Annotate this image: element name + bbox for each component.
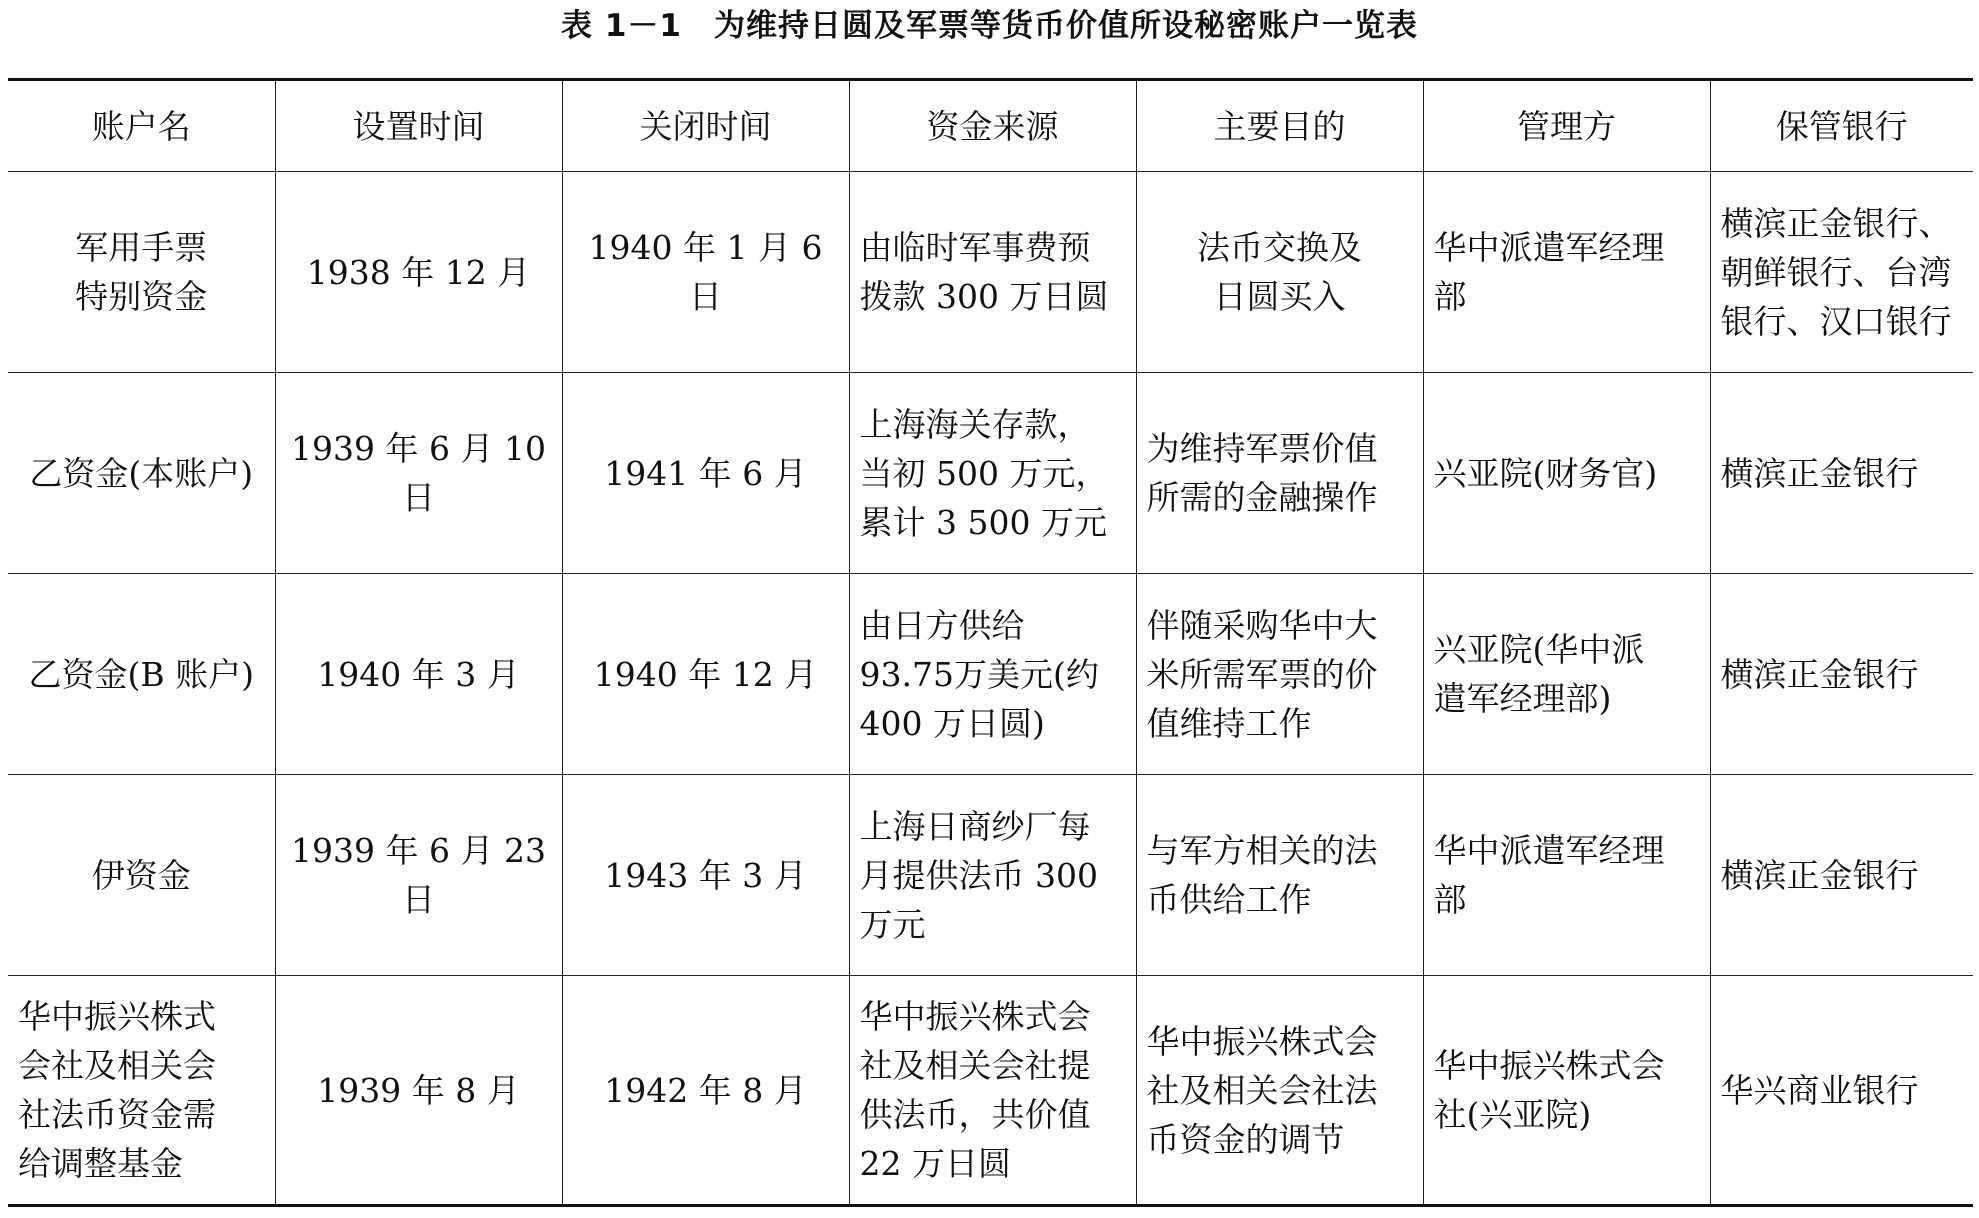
table-row <box>8 172 1973 373</box>
cell-line: 给调整基金 <box>18 1144 183 1183</box>
cell-line: 与军方相关的法 <box>1146 831 1378 870</box>
cell-line: 社法币资金需 <box>18 1095 216 1134</box>
cell-line: 兴亚院(华中派 <box>1433 630 1645 669</box>
cell-line: 横滨正金银行 <box>1720 654 1919 694</box>
cell-line: 币资金的调节 <box>1146 1119 1345 1159</box>
cell-line: 由临时军事费预 <box>859 228 1091 267</box>
cell-line: 上海日商纱厂每 <box>859 806 1091 846</box>
cell-line: 累计 3 500 万元 <box>859 502 1107 542</box>
cell-source <box>849 172 1136 373</box>
cell-opened: 1939 年 6 月 23 日 <box>275 775 562 976</box>
cell-purpose <box>1136 574 1423 775</box>
column-header-bank: 保管银行 <box>1710 80 1973 172</box>
cell-line: 华中振兴株式会 <box>1433 1046 1665 1085</box>
cell-opened: 1940 年 3 月 <box>275 574 562 775</box>
cell-opened: 1938 年 12 月 <box>275 172 562 373</box>
cell-account-name <box>8 373 275 574</box>
cell-closed: 1940 年 1 月 6 日 <box>562 172 849 373</box>
cell-line: 华中振兴株式会 <box>859 997 1091 1036</box>
cell-source <box>849 574 1136 775</box>
cell-opened: 1939 年 6 月 10 日 <box>275 373 562 574</box>
cell-line: 社(兴亚院) <box>1433 1095 1592 1134</box>
cell-purpose <box>1136 976 1423 1206</box>
cell-line: 所需的金融操作 <box>1146 478 1378 517</box>
cell-line: 横滨正金银行 <box>1720 855 1919 895</box>
cell-manager <box>1423 172 1710 373</box>
cell-line: 朝鲜银行、台湾 <box>1720 252 1952 292</box>
cell-line: 米所需军票的价 <box>1146 654 1378 694</box>
column-header-account-name: 账户名 <box>8 80 275 172</box>
cell-line: 伊资金 <box>91 855 191 895</box>
cell-line: 当初 500 万元， <box>859 453 1109 493</box>
cell-line: 22 万日圆 <box>859 1144 1011 1183</box>
cell-line: 乙资金(本账户) <box>29 453 254 493</box>
column-header-purpose: 主要目的 <box>1136 80 1423 172</box>
header-row <box>8 80 1973 172</box>
cell-account-name <box>8 976 275 1206</box>
cell-line: 华兴商业银行 <box>1720 1070 1919 1110</box>
cell-line: 特别资金 <box>75 277 208 316</box>
cell-line: 部 <box>1433 880 1467 919</box>
cell-line: 93.75万美元(约 <box>859 654 1099 694</box>
cell-line: 万元 <box>859 904 926 944</box>
table-title: 表 1－1 为维持日圆及军票等货币价值所设秘密账户一览表 <box>561 8 1418 44</box>
cell-line: 供法币，共价值 <box>859 1095 1091 1134</box>
cell-purpose <box>1136 172 1423 373</box>
cell-account-name <box>8 172 275 373</box>
cell-source <box>849 373 1136 574</box>
cell-line: 银行、汉口银行 <box>1720 301 1952 341</box>
column-header-closed: 关闭时间 <box>562 80 849 172</box>
cell-manager <box>1423 574 1710 775</box>
cell-line: 华中派遣军经理 <box>1433 831 1665 870</box>
cell-closed: 1943 年 3 月 <box>562 775 849 976</box>
cell-line: 遣军经理部) <box>1433 679 1612 718</box>
table-row <box>8 574 1973 775</box>
cell-line: 为维持军票价值 <box>1146 429 1378 468</box>
cell-account-name <box>8 574 275 775</box>
cell-source <box>849 976 1136 1206</box>
cell-bank <box>1710 976 1973 1206</box>
cell-opened: 1939 年 8 月 <box>275 976 562 1206</box>
cell-manager <box>1423 976 1710 1206</box>
cell-line: 兴亚院(财务官) <box>1433 453 1658 493</box>
cell-line: 会社及相关会 <box>18 1046 216 1085</box>
cell-bank <box>1710 172 1973 373</box>
cell-closed: 1942 年 8 月 <box>562 976 849 1206</box>
cell-line: 月提供法币 300 <box>859 855 1098 895</box>
cell-line: 上海海关存款， <box>859 404 1091 444</box>
cell-line: 华中振兴株式会 <box>1146 1021 1378 1061</box>
cell-bank <box>1710 373 1973 574</box>
column-header-manager: 管理方 <box>1423 80 1710 172</box>
table-row <box>8 976 1973 1206</box>
cell-line: 币供给工作 <box>1146 880 1312 919</box>
cell-account-name <box>8 775 275 976</box>
cell-line: 华中派遣军经理 <box>1433 228 1665 267</box>
column-header-opened: 设置时间 <box>275 80 562 172</box>
cell-line: 部 <box>1433 277 1467 316</box>
column-header-source: 资金来源 <box>849 80 1136 172</box>
cell-line: 横滨正金银行、 <box>1720 203 1952 243</box>
cell-line: 横滨正金银行 <box>1720 453 1919 493</box>
table-row <box>8 373 1973 574</box>
cell-line: 华中振兴株式 <box>18 997 216 1036</box>
cell-manager <box>1423 373 1710 574</box>
cell-manager <box>1423 775 1710 976</box>
cell-line: 由日方供给 <box>859 605 1025 645</box>
cell-line: 400 万日圆) <box>859 703 1045 743</box>
cell-line: 乙资金(B 账户) <box>28 654 254 694</box>
accounts-table <box>8 78 1973 1207</box>
cell-line: 军用手票 <box>75 228 208 267</box>
table-row <box>8 775 1973 976</box>
cell-purpose <box>1136 373 1423 574</box>
cell-source <box>849 775 1136 976</box>
cell-bank <box>1710 574 1973 775</box>
cell-bank <box>1710 775 1973 976</box>
cell-line: 拨款 300 万日圆 <box>859 277 1109 316</box>
cell-purpose <box>1136 775 1423 976</box>
cell-line: 值维持工作 <box>1146 703 1312 743</box>
cell-line: 法币交换及 <box>1197 228 1362 267</box>
cell-line: 社及相关会社提 <box>859 1046 1091 1085</box>
cell-line: 社及相关会社法 <box>1146 1070 1378 1110</box>
cell-closed: 1941 年 6 月 <box>562 373 849 574</box>
cell-line: 日圆买入 <box>1213 277 1346 316</box>
cell-line: 伴随采购华中大 <box>1146 605 1378 645</box>
cell-closed: 1940 年 12 月 <box>562 574 849 775</box>
